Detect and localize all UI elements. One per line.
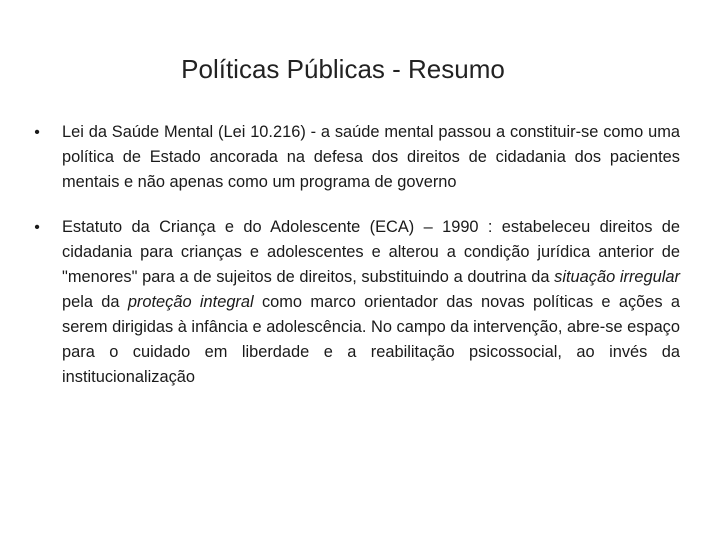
italic-term-protecao-integral: proteção integral: [127, 293, 254, 311]
bullet-text-segment: Lei da Saúde Mental (Lei 10.216) - a saúde mental passou a constituir-se como uma política de Estado ancorada na defesa dos direitos de cidadania dos pacientes mentais e não apenas como um programa de governo: [62, 123, 680, 191]
bullet-text-segment: como marco orientador das novas políticas e ações a serem dirigidas à infância e adolescência. No campo da intervenção, abre-se espaço para o cuidado em liberdade e a reabilitação psicossocial, ao invés da institucionalização: [62, 293, 680, 386]
bullet-text: [62, 120, 680, 195]
bullet-text-segment: Estatuto da Criança e do Adolescente (ECA) – 1990 : estabeleceu direitos de cidadania para crianças e adolescentes e alterou a condição jurídica anterior de "menores" para a de sujeitos de direitos, substituindo a doutrina da: [62, 218, 680, 286]
bullet-list: [30, 120, 680, 410]
bullet-item-lei-saude-mental: [30, 120, 680, 195]
bullet-text-segment: pela da: [62, 293, 128, 311]
bullet-dot-icon: •: [34, 124, 40, 141]
italic-term-situacao-irregular: situação irregular: [554, 268, 680, 286]
slide-title: Políticas Públicas - Resumo: [181, 54, 505, 84]
bullet-text: [62, 215, 680, 390]
bullet-item-eca: [30, 215, 680, 390]
bullet-dot-icon: •: [34, 219, 40, 236]
